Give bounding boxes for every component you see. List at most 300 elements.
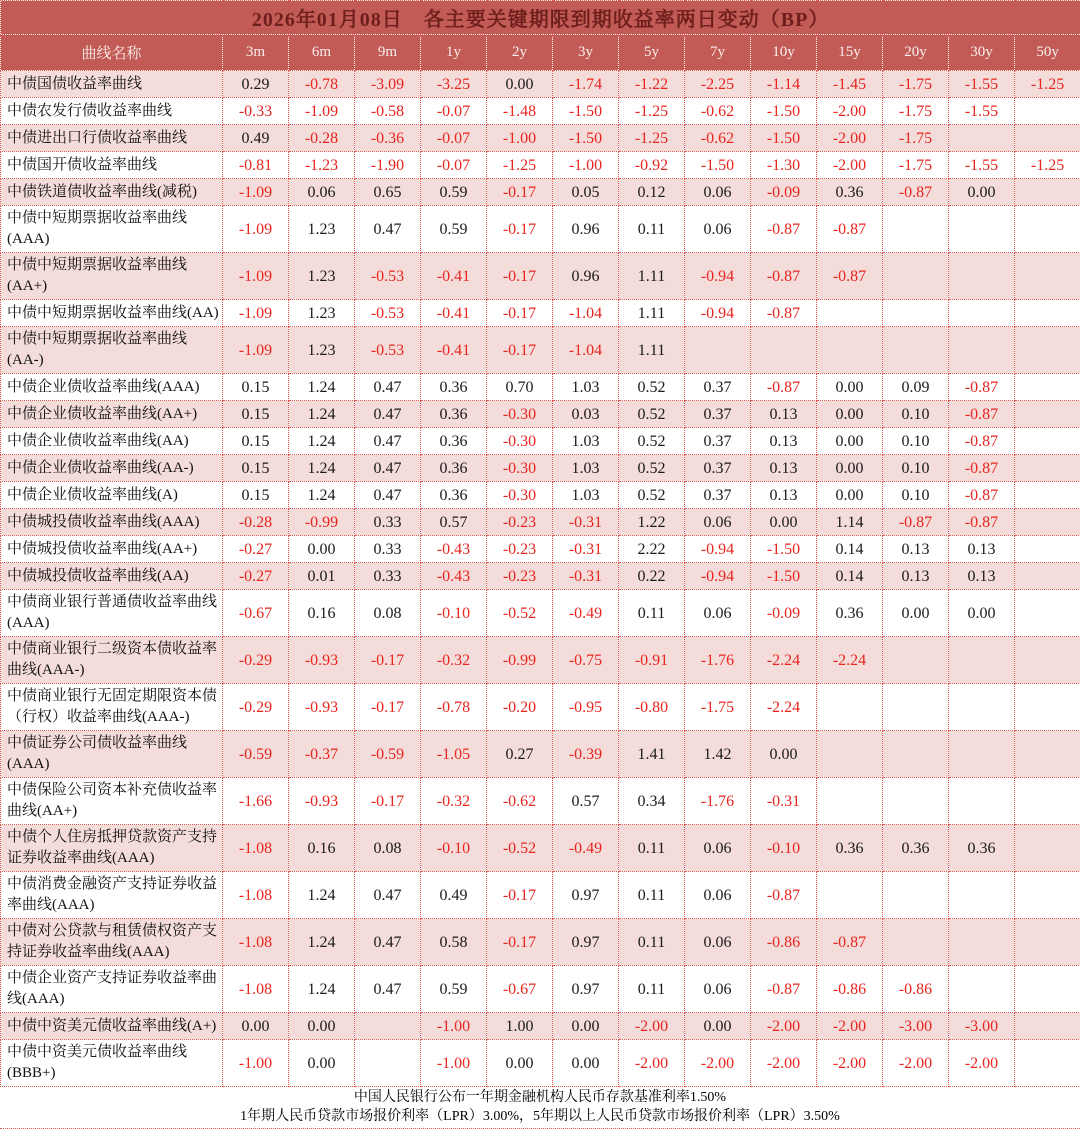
value-cell-10y <box>751 327 817 374</box>
value-cell-6m: 1.23 <box>289 253 355 300</box>
column-header-30y: 30y <box>949 35 1015 71</box>
value-cell-7y: 0.00 <box>685 1013 751 1040</box>
value-cell-9m: -0.17 <box>355 778 421 825</box>
value-cell-3y: -1.50 <box>553 125 619 152</box>
value-cell-20y <box>883 300 949 327</box>
value-cell-9m: 0.08 <box>355 590 421 637</box>
value-cell-10y: 0.13 <box>751 428 817 455</box>
value-cell-15y: -2.00 <box>817 125 883 152</box>
value-cell-1y: -1.00 <box>421 1040 487 1087</box>
value-cell-15y: -0.87 <box>817 919 883 966</box>
value-cell-3y: -0.75 <box>553 637 619 684</box>
value-cell-9m: 0.47 <box>355 919 421 966</box>
curve-name-cell: 中债企业债收益率曲线(AAA) <box>1 374 223 401</box>
value-cell-2y: -0.17 <box>487 253 553 300</box>
value-cell-6m: 0.06 <box>289 179 355 206</box>
table-row <box>1 206 1080 253</box>
value-cell-7y: -1.76 <box>685 637 751 684</box>
value-cell-2y: -0.52 <box>487 825 553 872</box>
value-cell-9m: 0.47 <box>355 428 421 455</box>
table-row <box>1 778 1080 825</box>
value-cell-20y: 0.13 <box>883 536 949 563</box>
value-cell-5y: 0.11 <box>619 966 685 1013</box>
value-cell-7y: 0.37 <box>685 374 751 401</box>
value-cell-5y: 0.11 <box>619 206 685 253</box>
footnote <box>0 1087 1080 1129</box>
value-cell-15y: 0.36 <box>817 590 883 637</box>
value-cell-50y <box>1015 98 1080 125</box>
value-cell-9m: -3.09 <box>355 71 421 98</box>
value-cell-10y: 0.13 <box>751 401 817 428</box>
value-cell-9m: -1.90 <box>355 152 421 179</box>
value-cell-2y: 1.00 <box>487 1013 553 1040</box>
value-cell-3y: -0.31 <box>553 509 619 536</box>
value-cell-3m: 0.15 <box>223 374 289 401</box>
value-cell-7y: 1.42 <box>685 731 751 778</box>
value-cell-20y: -1.75 <box>883 98 949 125</box>
value-cell-3y: -0.39 <box>553 731 619 778</box>
value-cell-10y: -0.10 <box>751 825 817 872</box>
value-cell-6m: -0.99 <box>289 509 355 536</box>
value-cell-30y: 0.13 <box>949 563 1015 590</box>
value-cell-15y: 0.00 <box>817 374 883 401</box>
value-cell-1y: -0.43 <box>421 536 487 563</box>
value-cell-20y <box>883 778 949 825</box>
table-row <box>1 590 1080 637</box>
value-cell-20y: -1.75 <box>883 125 949 152</box>
value-cell-2y: -0.30 <box>487 482 553 509</box>
column-header-50y: 50y <box>1015 35 1080 71</box>
value-cell-15y: -0.87 <box>817 253 883 300</box>
value-cell-5y: -2.00 <box>619 1040 685 1087</box>
value-cell-6m: 1.24 <box>289 455 355 482</box>
value-cell-7y: 0.06 <box>685 872 751 919</box>
value-cell-2y: -0.17 <box>487 872 553 919</box>
value-cell-3m: -1.00 <box>223 1040 289 1087</box>
value-cell-50y <box>1015 327 1080 374</box>
value-cell-30y: -2.00 <box>949 1040 1015 1087</box>
column-header-9m: 9m <box>355 35 421 71</box>
value-cell-2y: -1.00 <box>487 125 553 152</box>
value-cell-10y: -0.09 <box>751 179 817 206</box>
value-cell-10y: -0.87 <box>751 966 817 1013</box>
value-cell-10y: -1.14 <box>751 71 817 98</box>
value-cell-10y: -2.00 <box>751 1013 817 1040</box>
value-cell-1y: 0.59 <box>421 179 487 206</box>
curve-name-cell: 中债农发行债收益率曲线 <box>1 98 223 125</box>
value-cell-3y: 0.57 <box>553 778 619 825</box>
value-cell-5y: 0.11 <box>619 590 685 637</box>
value-cell-5y: -2.00 <box>619 1013 685 1040</box>
value-cell-6m: -0.78 <box>289 71 355 98</box>
value-cell-3m: -1.09 <box>223 300 289 327</box>
value-cell-9m: -0.36 <box>355 125 421 152</box>
value-cell-1y: -0.07 <box>421 125 487 152</box>
column-header-3y: 3y <box>553 35 619 71</box>
curve-name-cell: 中债中短期票据收益率曲线(AA-) <box>1 327 223 374</box>
value-cell-9m: 0.33 <box>355 509 421 536</box>
value-cell-3y: 1.03 <box>553 374 619 401</box>
value-cell-3y: -0.49 <box>553 825 619 872</box>
curve-name-cell: 中债企业债收益率曲线(AA) <box>1 428 223 455</box>
value-cell-6m: 0.00 <box>289 1040 355 1087</box>
value-cell-30y: -1.55 <box>949 98 1015 125</box>
value-cell-9m: -0.53 <box>355 300 421 327</box>
value-cell-20y: -0.86 <box>883 966 949 1013</box>
value-cell-5y: -1.25 <box>619 125 685 152</box>
column-header-3m: 3m <box>223 35 289 71</box>
value-cell-50y <box>1015 253 1080 300</box>
value-cell-10y: -1.50 <box>751 563 817 590</box>
value-cell-9m: 0.33 <box>355 536 421 563</box>
value-cell-6m: 0.00 <box>289 1013 355 1040</box>
value-cell-2y: -0.23 <box>487 563 553 590</box>
value-cell-15y: 0.00 <box>817 428 883 455</box>
value-cell-15y: 0.36 <box>817 179 883 206</box>
value-cell-3m: 0.29 <box>223 71 289 98</box>
value-cell-20y: -2.00 <box>883 1040 949 1087</box>
value-cell-2y: -0.30 <box>487 428 553 455</box>
value-cell-1y: 0.36 <box>421 482 487 509</box>
value-cell-3m: -1.09 <box>223 327 289 374</box>
value-cell-1y: -3.25 <box>421 71 487 98</box>
value-cell-2y: -0.67 <box>487 966 553 1013</box>
table-row <box>1 684 1080 731</box>
value-cell-3m: -0.67 <box>223 590 289 637</box>
table-row <box>1 125 1080 152</box>
value-cell-6m: 1.24 <box>289 401 355 428</box>
value-cell-10y: -2.24 <box>751 637 817 684</box>
value-cell-7y: -1.75 <box>685 684 751 731</box>
value-cell-20y: 0.10 <box>883 455 949 482</box>
curve-name-cell: 中债国开债收益率曲线 <box>1 152 223 179</box>
value-cell-3m: -0.29 <box>223 684 289 731</box>
value-cell-9m: 0.33 <box>355 563 421 590</box>
value-cell-20y: 0.36 <box>883 825 949 872</box>
value-cell-20y <box>883 637 949 684</box>
value-cell-15y: -2.24 <box>817 637 883 684</box>
value-cell-20y <box>883 919 949 966</box>
value-cell-2y: -0.17 <box>487 300 553 327</box>
value-cell-7y: -0.62 <box>685 125 751 152</box>
value-cell-3m: -1.09 <box>223 253 289 300</box>
value-cell-3m: -0.28 <box>223 509 289 536</box>
value-cell-3m: -1.66 <box>223 778 289 825</box>
value-cell-9m: 0.47 <box>355 872 421 919</box>
value-cell-5y: 1.41 <box>619 731 685 778</box>
curve-name-cell: 中债对公贷款与租赁债权资产支持证券收益率曲线(AAA) <box>1 919 223 966</box>
table-row <box>1 637 1080 684</box>
value-cell-30y: -0.87 <box>949 482 1015 509</box>
value-cell-50y <box>1015 919 1080 966</box>
value-cell-2y: -0.17 <box>487 179 553 206</box>
value-cell-9m: -0.17 <box>355 637 421 684</box>
value-cell-5y: 0.34 <box>619 778 685 825</box>
value-cell-50y: -1.25 <box>1015 152 1080 179</box>
table-row <box>1 455 1080 482</box>
value-cell-5y: 0.52 <box>619 428 685 455</box>
value-cell-20y <box>883 327 949 374</box>
value-cell-30y: -0.87 <box>949 455 1015 482</box>
value-cell-3y: 1.03 <box>553 455 619 482</box>
value-cell-30y: -0.87 <box>949 509 1015 536</box>
column-header-6m: 6m <box>289 35 355 71</box>
value-cell-5y: 0.11 <box>619 825 685 872</box>
value-cell-15y: -0.86 <box>817 966 883 1013</box>
table-row <box>1 1040 1080 1087</box>
value-cell-3y: -1.50 <box>553 98 619 125</box>
value-cell-15y: 0.00 <box>817 455 883 482</box>
value-cell-30y <box>949 253 1015 300</box>
value-cell-20y: 0.13 <box>883 563 949 590</box>
curve-name-cell: 中债商业银行无固定期限资本债（行权）收益率曲线(AAA-) <box>1 684 223 731</box>
value-cell-50y <box>1015 206 1080 253</box>
table-row <box>1 1013 1080 1040</box>
value-cell-30y <box>949 637 1015 684</box>
value-cell-50y <box>1015 482 1080 509</box>
value-cell-9m: -0.59 <box>355 731 421 778</box>
curve-name-cell: 中债企业债收益率曲线(AA+) <box>1 401 223 428</box>
column-header-row <box>1 35 1080 71</box>
value-cell-2y: 0.00 <box>487 71 553 98</box>
value-cell-50y <box>1015 428 1080 455</box>
value-cell-5y: 1.22 <box>619 509 685 536</box>
value-cell-3y: 1.03 <box>553 428 619 455</box>
value-cell-15y: 0.36 <box>817 825 883 872</box>
value-cell-3m: -0.33 <box>223 98 289 125</box>
value-cell-3m: -1.09 <box>223 179 289 206</box>
column-header-20y: 20y <box>883 35 949 71</box>
value-cell-50y <box>1015 563 1080 590</box>
value-cell-7y: 0.06 <box>685 179 751 206</box>
value-cell-10y: 0.00 <box>751 509 817 536</box>
value-cell-3m: 0.15 <box>223 455 289 482</box>
value-cell-1y: 0.36 <box>421 428 487 455</box>
value-cell-30y <box>949 684 1015 731</box>
value-cell-6m: -1.23 <box>289 152 355 179</box>
value-cell-7y: -1.50 <box>685 152 751 179</box>
value-cell-9m: 0.47 <box>355 206 421 253</box>
value-cell-3y: 0.96 <box>553 206 619 253</box>
value-cell-30y: 0.00 <box>949 590 1015 637</box>
value-cell-9m: 0.65 <box>355 179 421 206</box>
value-cell-10y: -0.86 <box>751 919 817 966</box>
value-cell-2y: -0.20 <box>487 684 553 731</box>
value-cell-10y: 0.13 <box>751 482 817 509</box>
value-cell-3m: -1.09 <box>223 206 289 253</box>
value-cell-3y: 0.05 <box>553 179 619 206</box>
value-cell-9m <box>355 1040 421 1087</box>
value-cell-50y <box>1015 731 1080 778</box>
curve-name-cell: 中债中短期票据收益率曲线(AAA) <box>1 206 223 253</box>
value-cell-10y: -0.87 <box>751 374 817 401</box>
table-row <box>1 872 1080 919</box>
value-cell-9m: -0.17 <box>355 684 421 731</box>
value-cell-10y: -0.87 <box>751 300 817 327</box>
value-cell-9m: 0.47 <box>355 401 421 428</box>
value-cell-1y: -0.43 <box>421 563 487 590</box>
value-cell-2y: -0.62 <box>487 778 553 825</box>
value-cell-6m: 1.24 <box>289 428 355 455</box>
value-cell-30y: -1.55 <box>949 152 1015 179</box>
value-cell-30y <box>949 919 1015 966</box>
value-cell-1y: 0.36 <box>421 401 487 428</box>
value-cell-3y: 0.97 <box>553 966 619 1013</box>
value-cell-5y: -0.80 <box>619 684 685 731</box>
value-cell-30y: -3.00 <box>949 1013 1015 1040</box>
value-cell-7y: -0.94 <box>685 563 751 590</box>
value-cell-10y: 0.00 <box>751 731 817 778</box>
value-cell-50y <box>1015 1013 1080 1040</box>
value-cell-7y: 0.37 <box>685 428 751 455</box>
value-cell-5y: 0.52 <box>619 455 685 482</box>
value-cell-3y: -0.31 <box>553 536 619 563</box>
value-cell-2y: -0.52 <box>487 590 553 637</box>
value-cell-9m: 0.47 <box>355 966 421 1013</box>
value-cell-15y: 0.14 <box>817 536 883 563</box>
value-cell-50y <box>1015 637 1080 684</box>
value-cell-15y <box>817 731 883 778</box>
footnote-line-1: 中国人民银行公布一年期金融机构人民币存款基准利率1.50% <box>0 1088 1080 1107</box>
value-cell-3y: 0.00 <box>553 1040 619 1087</box>
value-cell-15y: -2.00 <box>817 152 883 179</box>
value-cell-3m: 0.15 <box>223 482 289 509</box>
table-row <box>1 253 1080 300</box>
value-cell-20y <box>883 731 949 778</box>
value-cell-7y: 0.37 <box>685 455 751 482</box>
value-cell-10y: -0.31 <box>751 778 817 825</box>
value-cell-7y: 0.06 <box>685 206 751 253</box>
table-row <box>1 327 1080 374</box>
curve-name-cell: 中债中资美元债收益率曲线(BBB+) <box>1 1040 223 1087</box>
value-cell-7y: -0.62 <box>685 98 751 125</box>
value-cell-30y: -1.55 <box>949 71 1015 98</box>
value-cell-50y <box>1015 125 1080 152</box>
value-cell-5y: 1.11 <box>619 253 685 300</box>
value-cell-30y: 0.00 <box>949 179 1015 206</box>
value-cell-30y <box>949 731 1015 778</box>
value-cell-6m: 1.24 <box>289 374 355 401</box>
value-cell-20y <box>883 206 949 253</box>
value-cell-20y <box>883 253 949 300</box>
value-cell-1y: -0.07 <box>421 152 487 179</box>
value-cell-2y: -0.30 <box>487 455 553 482</box>
value-cell-1y: -0.41 <box>421 253 487 300</box>
value-cell-3y: -0.49 <box>553 590 619 637</box>
value-cell-1y: 0.49 <box>421 872 487 919</box>
value-cell-9m: 0.08 <box>355 825 421 872</box>
value-cell-3m: -1.08 <box>223 825 289 872</box>
value-cell-15y: -2.00 <box>817 1013 883 1040</box>
value-cell-6m: 1.24 <box>289 872 355 919</box>
value-cell-7y: -1.76 <box>685 778 751 825</box>
value-cell-15y <box>817 872 883 919</box>
curve-name-cell: 中债铁道债收益率曲线(减税) <box>1 179 223 206</box>
value-cell-10y: -2.24 <box>751 684 817 731</box>
value-cell-30y <box>949 966 1015 1013</box>
curve-name-cell: 中债中短期票据收益率曲线(AA+) <box>1 253 223 300</box>
value-cell-3m: -1.08 <box>223 966 289 1013</box>
value-cell-10y: -0.87 <box>751 253 817 300</box>
value-cell-20y: 0.10 <box>883 401 949 428</box>
table-row <box>1 731 1080 778</box>
value-cell-3y: 0.97 <box>553 872 619 919</box>
value-cell-5y: 0.52 <box>619 401 685 428</box>
value-cell-30y <box>949 872 1015 919</box>
value-cell-10y: 0.13 <box>751 455 817 482</box>
value-cell-3y: -0.31 <box>553 563 619 590</box>
value-cell-1y: -0.78 <box>421 684 487 731</box>
curve-name-cell: 中债城投债收益率曲线(AA) <box>1 563 223 590</box>
value-cell-5y: 0.22 <box>619 563 685 590</box>
value-cell-50y <box>1015 509 1080 536</box>
table-row <box>1 401 1080 428</box>
value-cell-1y: 0.57 <box>421 509 487 536</box>
curve-name-cell: 中债国债收益率曲线 <box>1 71 223 98</box>
value-cell-6m: 1.24 <box>289 919 355 966</box>
table-row <box>1 374 1080 401</box>
value-cell-5y: -0.91 <box>619 637 685 684</box>
value-cell-2y: -0.17 <box>487 919 553 966</box>
value-cell-1y: 0.59 <box>421 966 487 1013</box>
column-header-1y: 1y <box>421 35 487 71</box>
table-row <box>1 98 1080 125</box>
curve-name-cell: 中债城投债收益率曲线(AAA) <box>1 509 223 536</box>
value-cell-9m: 0.47 <box>355 374 421 401</box>
value-cell-5y: -1.25 <box>619 98 685 125</box>
value-cell-10y: -1.50 <box>751 98 817 125</box>
value-cell-2y: -0.99 <box>487 637 553 684</box>
value-cell-5y: 0.11 <box>619 872 685 919</box>
footnote-line-2: 1年期人民币贷款市场报价利率（LPR）3.00%，5年期以上人民币贷款市场报价利率（LPR）3.50% <box>0 1107 1080 1126</box>
value-cell-20y: 0.00 <box>883 590 949 637</box>
value-cell-6m: -0.28 <box>289 125 355 152</box>
value-cell-15y: 0.00 <box>817 482 883 509</box>
value-cell-30y: 0.13 <box>949 536 1015 563</box>
value-cell-6m: -1.09 <box>289 98 355 125</box>
value-cell-9m: -0.53 <box>355 253 421 300</box>
value-cell-2y: 0.27 <box>487 731 553 778</box>
column-header-2y: 2y <box>487 35 553 71</box>
value-cell-5y: 0.52 <box>619 374 685 401</box>
value-cell-3y: 0.96 <box>553 253 619 300</box>
curve-name-cell: 中债企业资产支持证券收益率曲线(AAA) <box>1 966 223 1013</box>
value-cell-15y: 0.14 <box>817 563 883 590</box>
value-cell-6m: 1.23 <box>289 327 355 374</box>
value-cell-3y: -1.74 <box>553 71 619 98</box>
value-cell-1y: -1.00 <box>421 1013 487 1040</box>
value-cell-3m: 0.15 <box>223 428 289 455</box>
value-cell-7y: 0.06 <box>685 919 751 966</box>
value-cell-10y: -2.00 <box>751 1040 817 1087</box>
value-cell-50y <box>1015 684 1080 731</box>
value-cell-10y: -1.50 <box>751 536 817 563</box>
value-cell-3y: -1.04 <box>553 300 619 327</box>
curve-name-cell: 中债中短期票据收益率曲线(AA) <box>1 300 223 327</box>
value-cell-10y: -1.50 <box>751 125 817 152</box>
value-cell-15y: -1.45 <box>817 71 883 98</box>
value-cell-5y: 0.11 <box>619 919 685 966</box>
table-row <box>1 300 1080 327</box>
value-cell-7y: -0.94 <box>685 253 751 300</box>
value-cell-1y: 0.36 <box>421 374 487 401</box>
value-cell-6m: 0.16 <box>289 825 355 872</box>
column-header-10y: 10y <box>751 35 817 71</box>
value-cell-3m: 0.00 <box>223 1013 289 1040</box>
value-cell-50y <box>1015 455 1080 482</box>
value-cell-6m: -0.93 <box>289 637 355 684</box>
value-cell-9m <box>355 1013 421 1040</box>
